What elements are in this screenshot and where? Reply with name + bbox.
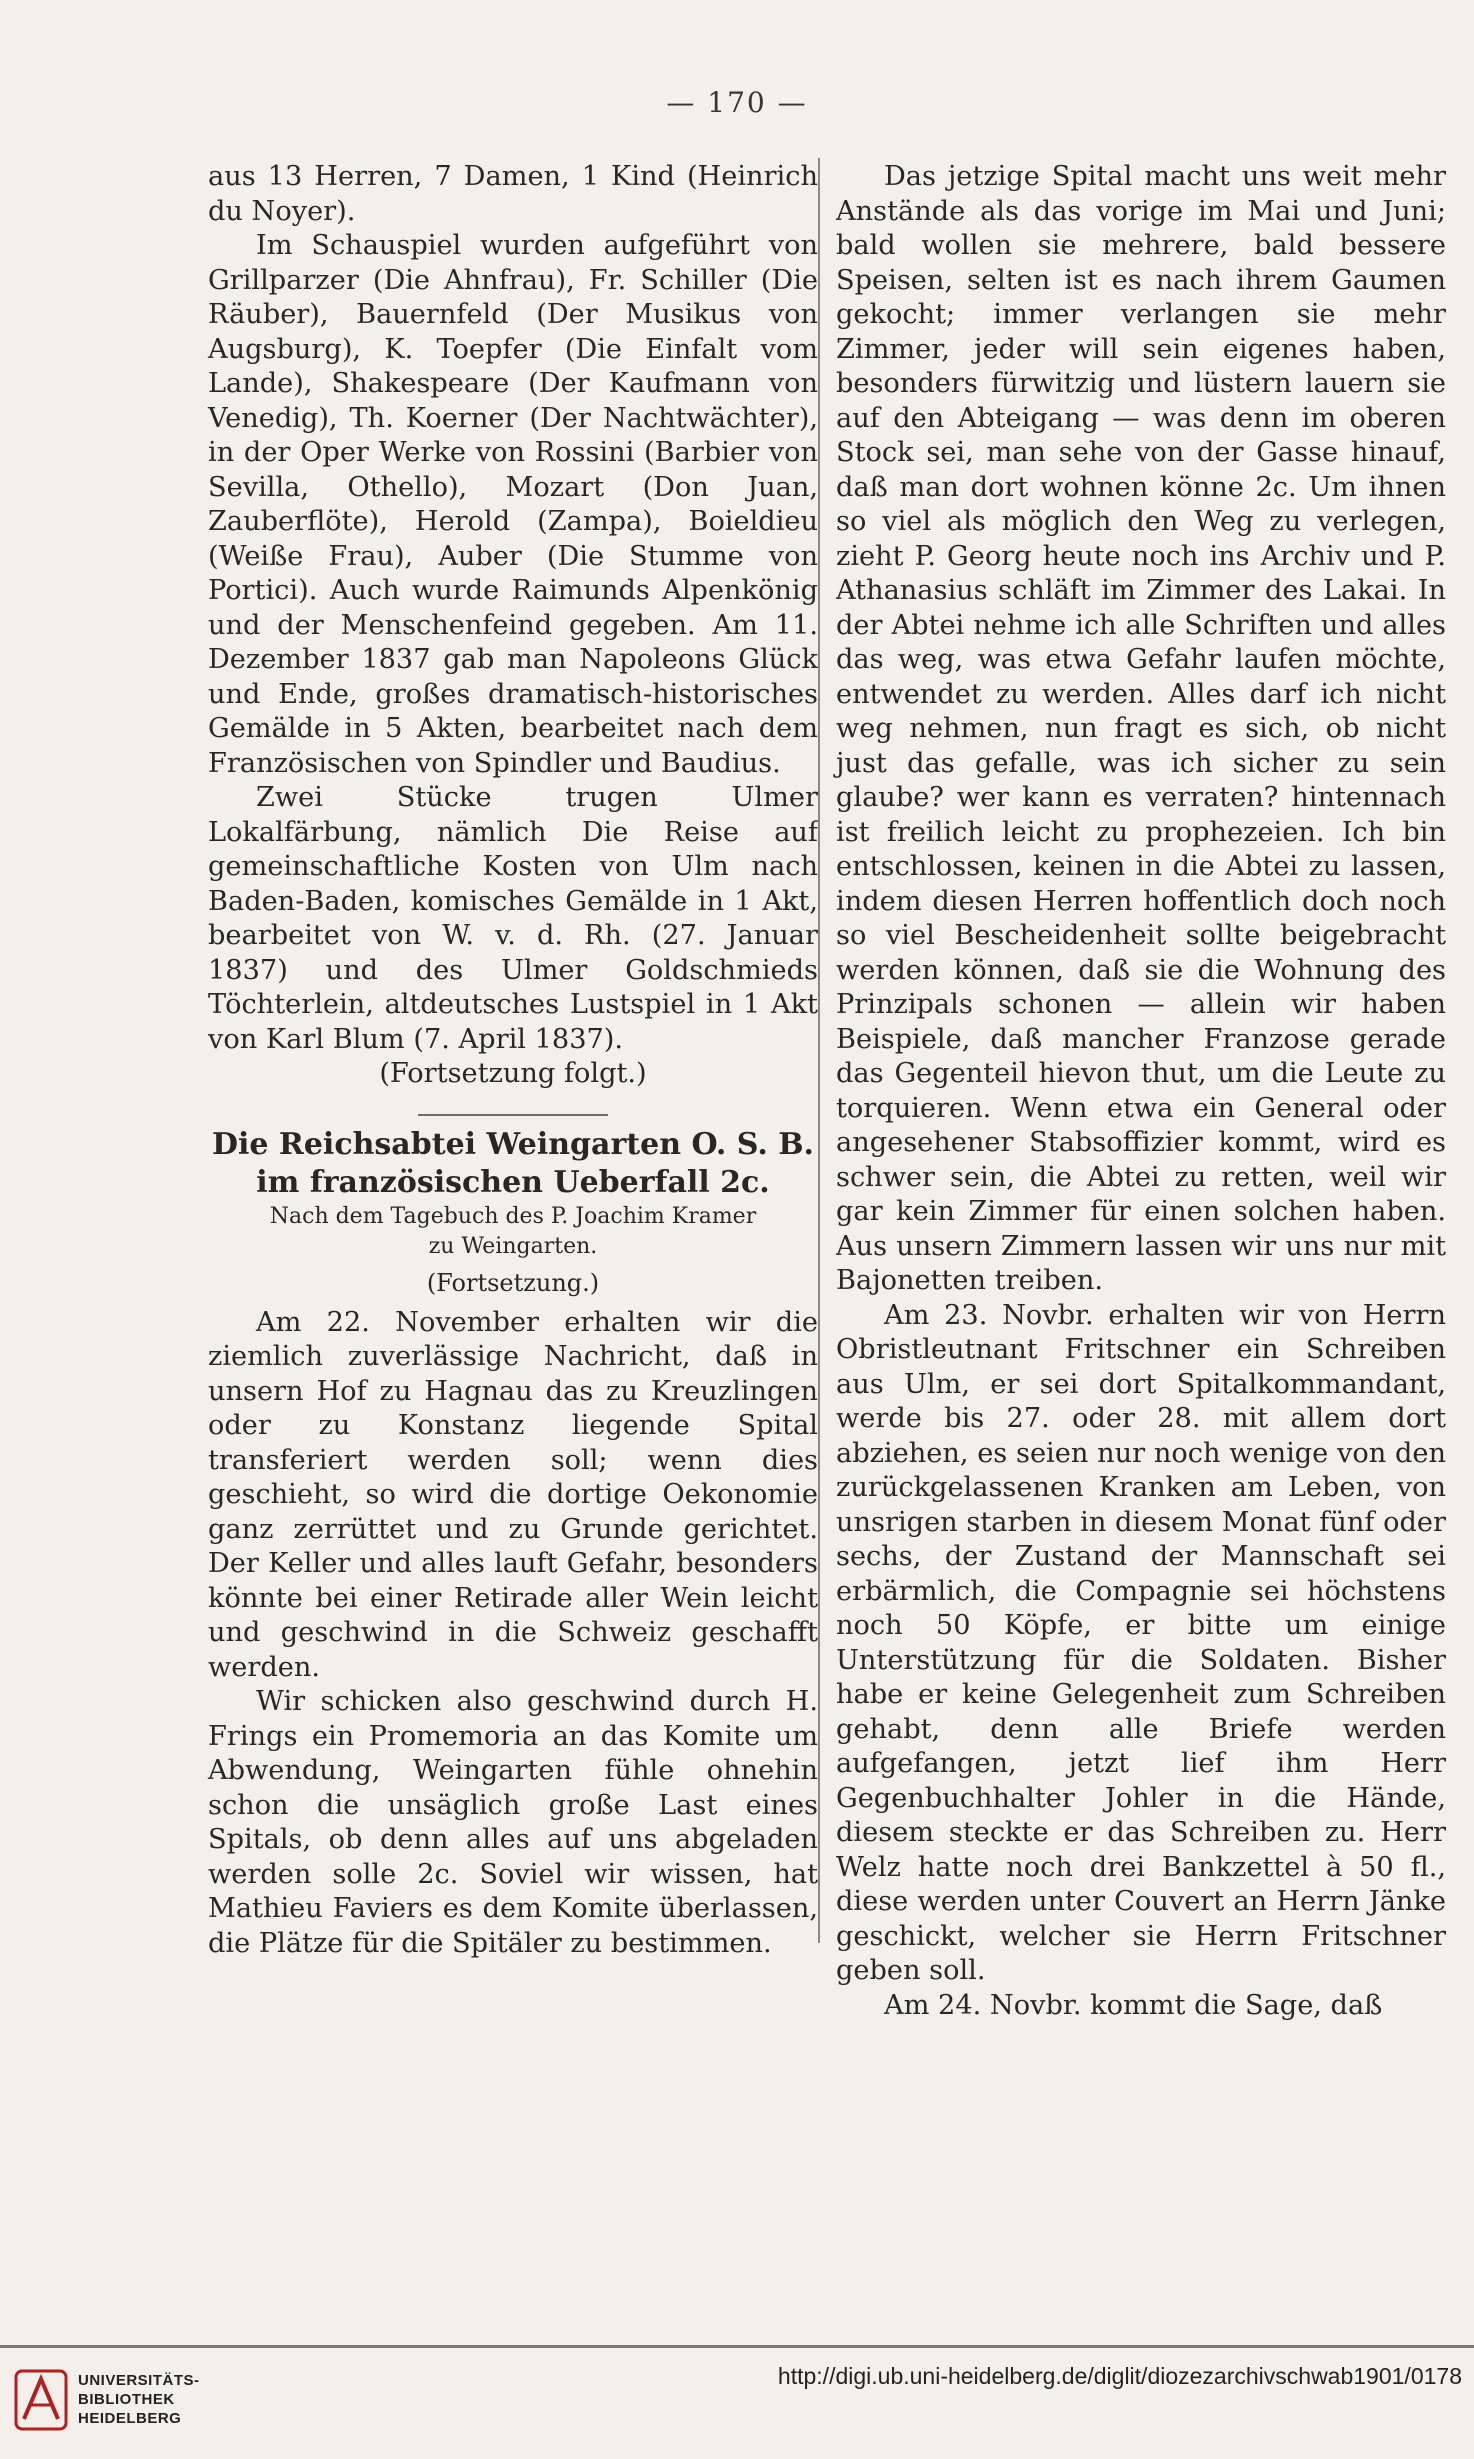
paragraph: aus 13 Herren, 7 Damen, 1 Kind (Heinrich du Noyer). <box>208 161 818 227</box>
paragraph: Am 22. November erhalten wir die ziemlich zuverlässige Nachricht, daß in unsern Hof zu Hagnau das zu Kreuzlingen oder zu Konstanz liegende Spital transferiert werden soll; wenn dies geschieht, so wird die dortige Oekonomie ganz zerrüttet und zu Grunde gerichtet. Der Keller und alles lauft Gefahr, besonders könnte bei einer Retirade aller Wein leicht und geschwind in die Schweiz geschafft werden. <box>208 1306 818 1683</box>
paragraph: Das jetzige Spital macht uns weit mehr Anstände als das vorige im Mai und Juni; bald wollen sie mehrere, bald bessere Speisen, selten ist es nach ihrem Gaumen gekocht; immer verlangen sie mehr Zimmer, jeder will sein eigenes haben, besonders fürwitzig und lüstern lauern sie auf den Abteigang — was denn im oberen Stock sei, man sehe von der Gasse hinauf, daß man dort wohnen könne 2c. Um ihnen so viel als möglich den Weg zu verlegen, zieht P. Georg heute noch ins Archiv und P. Athanasius schläft im Zimmer des Lakai. In der Abtei nehme ich alle Schriften und alles das weg, was etwa Gefahr laufen möchte, entwendet zu werden. Alles darf ich nicht weg nehmen, nun fragt es sich, ob nicht just das gefalle, was ich sicher zu sein glaube? wer kann es verraten? hintennach ist freilich leicht zu prophezeien. Ich bin entschlossen, keinen in die Abtei zu lassen, indem diesen Herren hoffentlich doch noch so viel Bescheidenheit sollte beigebracht werden können, daß sie die Wohnung des Prinzipals schonen — allein wir haben Beispiele, daß mancher Franzose gerade das Gegenteil hievon thut, um die Leute zu torquieren. Wenn etwa ein General oder angesehener Stabsoffizier kommt, wird es schwer sein, die Abtei zu retten, weil wir gar kein Zimmer für einen solchen haben. Aus unsern Zimmern lassen wir uns nur mit Bajonetten treiben. <box>836 161 1446 1296</box>
logo-line: HEIDELBERG <box>78 2410 182 2427</box>
library-logo <box>14 2365 224 2445</box>
section-title: Die Reichsabtei Weingarten O. S. B. <box>211 1126 815 1162</box>
paragraph: Wir schicken also geschwind durch H. Frings ein Promemoria an das Komite um Abwendung, Weingarten fühle ohnehin schon die unsäglich große Last eines Spitals, ob denn alles auf uns abgeladen werden solle 2c. Soviel wir wissen, hat Mathieu Faviers es dem Komite überlassen, die Plätze für die Spitäler zu bestimmen. <box>208 1686 818 1959</box>
section-continuation: (Fortsetzung.) <box>426 1268 600 1297</box>
paragraph: Im Schauspiel wurden aufgeführt von Grillparzer (Die Ahnfrau), Fr. Schiller (Die Räuber), Bauernfeld (Der Musikus von Augsburg), K. Toepfer (Die Einfalt vom Lande), Shakespeare (Der Kaufmann von Venedig), Th. Koerner (Der Nachtwächter), in der Oper Werke von Rossini (Barbier von Sevilla, Othello), Mozart (Don Juan, Zauberflöte), Herold (Zampa), Boieldieu (Weiße Frau), Auber (Die Stumme von Portici). Auch wurde Raimunds Alpenkönig und der Menschenfeind gegeben. Am 11. Dezember 1837 gab man Napoleons Glück und Ende, großes dramatisch-historisches Gemälde in 5 Akten, bearbeitet nach dem Französischen von Spindler und Baudius. <box>208 230 818 779</box>
section-subtitle: Nach dem Tagebuch des P. Joachim Kramer <box>269 1203 757 1229</box>
paragraph: Am 23. Novbr. erhalten wir von Herrn Obristleutnant Fritschner ein Schreiben aus Ulm, er sei dort Spitalkommandant, werde bis 27. oder 28. mit allem dort abziehen, es seien nur noch wenige von den zurückgelassenen Kranken am Leben, von unsrigen starben in diesem Monat fünf oder sechs, der Zustand der Mannschaft sei erbärmlich, die Compagnie sei höchstens noch 50 Köpfe, er bitte um einige Unterstützung für die Soldaten. Bisher habe er keine Gelegenheit zum Schreiben gehabt, denn alle Briefe werden aufgefangen, jetzt lief ihm Herr Gegenbuchhalter Johler in die Hände, diesem steckte er das Schreiben zu. Herr Welz hatte noch drei Bankzettel à 50 fl., diese werden unter Couvert an Herrn Jänke geschickt, welcher sie Herrn Fritschner geben soll. <box>836 1299 1446 1986</box>
paragraph: Zwei Stücke trugen Ulmer Lokalfärbung, nämlich Die Reise auf gemeinschaftliche Kosten von Ulm nach Baden-Baden, komisches Gemälde in 1 Akt, bearbeitet von W. v. d. Rh. (27. Januar 1837) und des Ulmer Goldschmieds Töchterlein, altdeutsches Lustspiel in 1 Akt von Karl Blum (7. April 1837). <box>208 782 818 1055</box>
library-name <box>78 2371 200 2428</box>
library-seal-icon <box>14 2369 68 2431</box>
left-column <box>208 160 818 1961</box>
right-column <box>836 160 1446 2023</box>
continuation-note: (Fortsetzung folgt.) <box>379 1058 647 1089</box>
source-url-link[interactable]: http://digi.ub.uni-heidelberg.de/diglit/diozezarchivschwab1901/0178 <box>777 2363 1462 2389</box>
logo-line: UNIVERSITÄTS- <box>78 2372 200 2389</box>
column-divider <box>818 158 820 1943</box>
paragraph: Am 24. Novbr. kommt die Sage, daß <box>884 1989 1383 2021</box>
section-subtitle-line2: zu Weingarten. <box>428 1233 598 1259</box>
section-separator <box>418 1114 608 1116</box>
page-number: — 170 — <box>666 86 808 119</box>
section-title-line2: im französischen Ueberfall 2c. <box>256 1164 770 1200</box>
footer-rule <box>0 2345 1474 2348</box>
logo-line: BIBLIOTHEK <box>78 2391 175 2408</box>
